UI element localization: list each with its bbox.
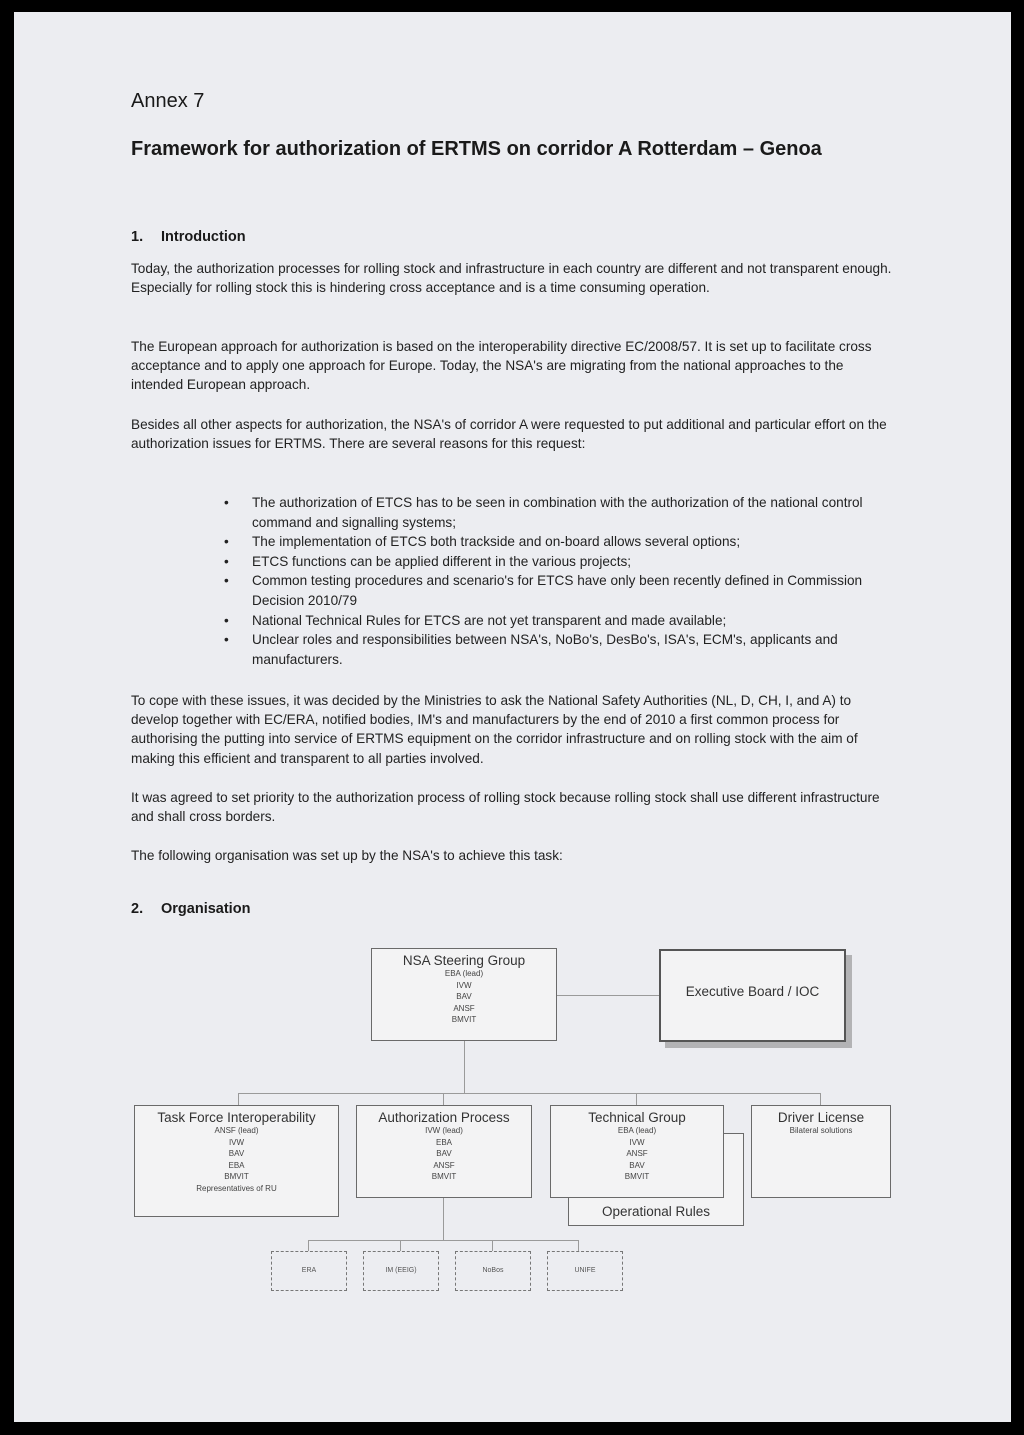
task-force-box xyxy=(134,1105,339,1217)
dashed-row-connector xyxy=(308,1240,578,1241)
technical-group-title: Technical Group xyxy=(588,1110,686,1125)
box-member: BMVIT xyxy=(451,1015,477,1024)
dashed-box-era: ERA xyxy=(271,1251,347,1291)
box-member: Bilateral solutions xyxy=(789,1126,853,1135)
box-member: ANSF xyxy=(433,1160,455,1170)
executive-board-box xyxy=(659,949,846,1042)
section-2-title: Organisation xyxy=(161,901,251,917)
dashed-box-im: IM (EEIG) xyxy=(363,1251,439,1291)
executive-board-title: Executive Board / IOC xyxy=(685,984,820,999)
section-2-number: 2. xyxy=(131,901,144,917)
branch-driver-connector xyxy=(820,1093,821,1105)
list-item: • The implementation of ETCS both trackside and on-board allows several options; xyxy=(224,532,894,552)
box-member: BMVIT xyxy=(224,1172,249,1181)
branch-technical-connector xyxy=(636,1093,637,1105)
list-item: • Common testing procedures and scenario's for ETCS have only been recently defined in Commission Decision 2010/79 xyxy=(224,571,894,610)
branch-authorization-connector xyxy=(443,1093,444,1105)
authorization-process-box xyxy=(356,1105,532,1198)
box-member: ANSF xyxy=(453,1003,475,1013)
steering-executive-connector xyxy=(557,995,660,996)
intro-paragraph-2: The European approach for authorization is based on the interoperability directive EC/2008/57. It is set up to facilitate cross acceptance and to apply one approach for Europe. Today, the NSA's are migrating from the national approaches to the intended European approach. xyxy=(131,339,872,393)
branch-taskforce-connector xyxy=(238,1093,239,1105)
document-page xyxy=(14,12,1011,1422)
box-member: BAV xyxy=(436,1149,452,1158)
technical-group-box xyxy=(550,1105,724,1198)
box-member: BAV xyxy=(456,992,472,1001)
box-member: BAV xyxy=(629,1160,645,1170)
section-1-number: 1. xyxy=(131,229,144,245)
box-member: EBA (lead) xyxy=(617,1126,657,1135)
organisation-intro-paragraph: The following organisation was set up by the NSA's to achieve this task: xyxy=(131,848,563,863)
annex-label: Annex 7 xyxy=(131,90,205,112)
box-member: BAV xyxy=(228,1149,245,1158)
reasons-list xyxy=(224,493,894,669)
dashed-box-nobos: NoBos xyxy=(455,1251,531,1291)
section-1-heading xyxy=(131,229,246,245)
authorization-down-connector xyxy=(443,1197,444,1240)
box-member: ANSF xyxy=(626,1149,648,1158)
branch-horizontal-connector xyxy=(238,1093,820,1094)
box-member: IVW xyxy=(456,980,472,990)
intro-paragraph-3: Besides all other aspects for authorization, the NSA's of corridor A were requested to put additional and particular effort on the authorization issues for ERTMS. There are several reasons for this request: xyxy=(131,417,887,452)
box-member: IVW xyxy=(629,1137,645,1147)
box-member: Representatives of RU xyxy=(196,1183,277,1193)
list-item: • ETCS functions can be applied different in the various projects; xyxy=(224,552,894,572)
steering-group-title: NSA Steering Group xyxy=(402,953,526,968)
steering-group-box xyxy=(371,948,557,1041)
box-member: IVW xyxy=(228,1137,245,1147)
list-item: • The authorization of ETCS has to be seen in combination with the authorization of the national control command and signalling systems; xyxy=(224,493,894,532)
box-member: EBA xyxy=(435,1137,452,1147)
connector xyxy=(492,1240,493,1251)
task-force-title: Task Force Interoperability xyxy=(157,1110,316,1125)
connector xyxy=(308,1240,309,1251)
box-member: BMVIT xyxy=(431,1172,457,1181)
box-member: IVW (lead) xyxy=(425,1126,463,1135)
dashed-box-unife: UNIFE xyxy=(547,1251,623,1291)
coping-paragraph: To cope with these issues, it was decided by the Ministries to ask the National Safety Authorities (NL, D, CH, I, and A) to develop together with EC/ERA, notified bodies, IM's and manufacturers by the end of 2010 a first common process for authorising the putting into service of ERTMS equipment on the corridor infrastructure and on rolling stock with the aim of making this efficient and transparent to all parties involved. xyxy=(131,693,858,766)
document-title: Framework for authorization of ERTMS on corridor A Rotterdam – Genoa xyxy=(131,138,822,160)
driver-license-box xyxy=(751,1105,891,1198)
authorization-process-title: Authorization Process xyxy=(378,1110,510,1125)
operational-rules-title: Operational Rules xyxy=(601,1204,711,1219)
intro-paragraph-1: Today, the authorization processes for rolling stock and infrastructure in each country are different and not transparent enough. Especially for rolling stock this is hindering cross acceptance and is a time consuming operation. xyxy=(131,261,892,296)
list-item: • National Technical Rules for ETCS are not yet transparent and made available; xyxy=(224,611,894,631)
box-member: EBA (lead) xyxy=(444,969,484,978)
box-member: BMVIT xyxy=(624,1172,650,1181)
driver-license-title: Driver License xyxy=(777,1110,865,1125)
list-item: • Unclear roles and responsibilities between NSA's, NoBo's, DesBo's, ISA's, ECM's, applicants and manufacturers. xyxy=(224,630,894,669)
box-member: EBA xyxy=(228,1160,245,1170)
steering-down-connector xyxy=(464,1041,465,1093)
section-1-title: Introduction xyxy=(161,229,246,245)
section-2-heading xyxy=(131,901,250,917)
connector xyxy=(400,1240,401,1251)
connector xyxy=(578,1240,579,1251)
priority-paragraph: It was agreed to set priority to the authorization process of rolling stock because rolling stock shall use different infrastructure and shall cross borders. xyxy=(131,790,880,825)
box-member: ANSF (lead) xyxy=(214,1126,259,1135)
